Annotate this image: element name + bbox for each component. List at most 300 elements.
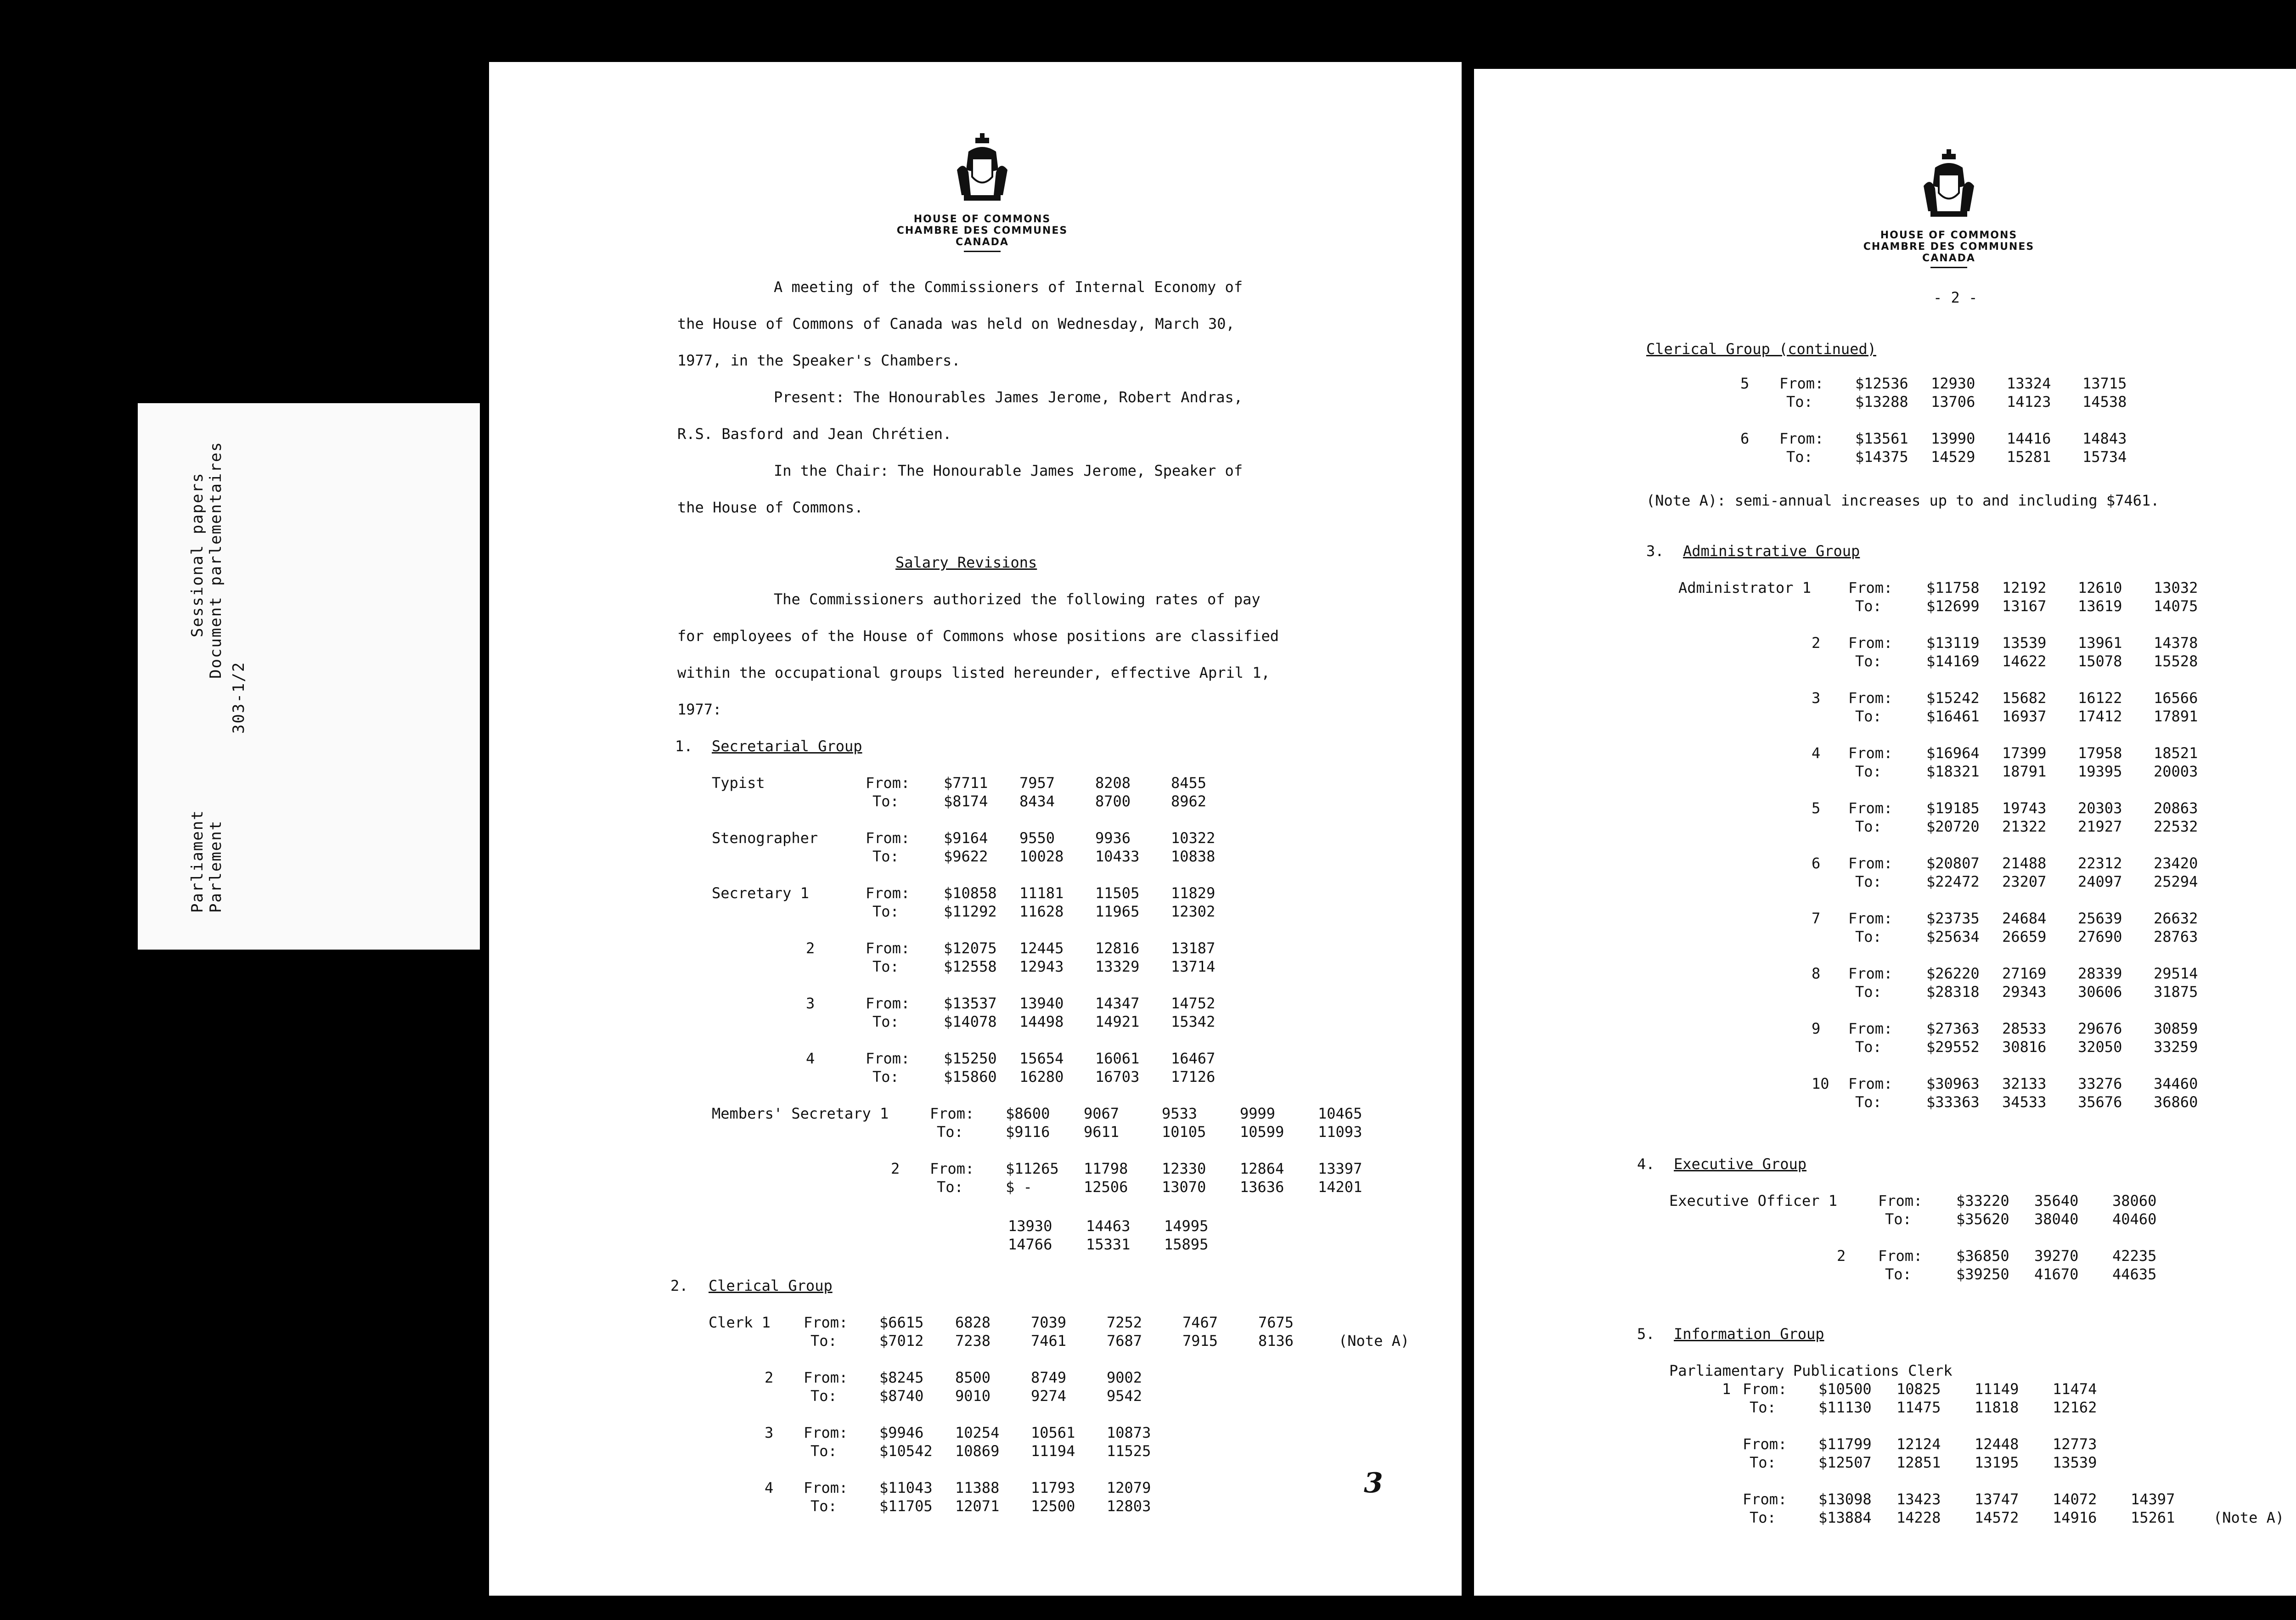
step-number: 2 bbox=[1812, 634, 1821, 652]
to-label: To: bbox=[1786, 393, 1813, 411]
to-value: 13619 bbox=[2078, 597, 2122, 615]
from-value: 15654 bbox=[1019, 1050, 1064, 1067]
to-label: To: bbox=[1855, 1093, 1882, 1111]
from-value: 7467 bbox=[1182, 1314, 1218, 1331]
to-value: 15078 bbox=[2078, 652, 2122, 670]
to-value: $10542 bbox=[879, 1442, 933, 1460]
from-label: From: bbox=[1779, 375, 1824, 392]
from-value: 17399 bbox=[2002, 744, 2047, 762]
from-value: 12330 bbox=[1162, 1160, 1206, 1177]
to-value: 25294 bbox=[2154, 873, 2198, 890]
para-line-2: for employees of the House of Commons whose positions are classified bbox=[677, 627, 1279, 645]
to-label: To: bbox=[1855, 983, 1882, 1001]
card-line-4: Parliament bbox=[188, 810, 207, 913]
to-value: 22532 bbox=[2154, 818, 2198, 835]
to-value: 31875 bbox=[2154, 983, 2198, 1001]
para-line-3: within the occupational groups listed hereunder, effective April 1, bbox=[677, 664, 1270, 681]
from-value: 11798 bbox=[1084, 1160, 1128, 1177]
from-value: 11388 bbox=[955, 1479, 1000, 1496]
from-value: 12192 bbox=[2002, 579, 2047, 596]
to-value: $13288 bbox=[1855, 393, 1908, 411]
section-1-number: 1. bbox=[675, 737, 693, 755]
to-value: 14921 bbox=[1095, 1013, 1140, 1030]
step-number: 2 bbox=[765, 1369, 774, 1386]
to-value: $12507 bbox=[1818, 1454, 1872, 1471]
from-value: 35640 bbox=[2034, 1192, 2079, 1209]
from-value: 14347 bbox=[1095, 995, 1140, 1012]
to-value: $33363 bbox=[1926, 1093, 1980, 1111]
from-label: From: bbox=[866, 829, 910, 847]
from-value: $9164 bbox=[944, 829, 988, 847]
to-value: 14123 bbox=[2007, 393, 2051, 411]
to-value: $8740 bbox=[879, 1387, 924, 1405]
from-label: From: bbox=[1848, 579, 1893, 596]
intro-line-2: the House of Commons of Canada was held on Wednesday, March 30, bbox=[677, 315, 1235, 332]
from-value: 14416 bbox=[2007, 430, 2051, 447]
step-number: 5 bbox=[1812, 799, 1821, 817]
page-3 bbox=[489, 62, 1462, 1596]
step-number: 8 bbox=[1812, 965, 1821, 982]
to-label: To: bbox=[1855, 873, 1882, 890]
intro-line-3: 1977, in the Speaker's Chambers. bbox=[677, 352, 961, 369]
to-label: To: bbox=[1855, 818, 1882, 835]
from-value: $11758 bbox=[1926, 579, 1980, 596]
from-label: From: bbox=[1848, 1075, 1893, 1092]
to-value: 11475 bbox=[1896, 1399, 1941, 1416]
from-value: 8208 bbox=[1095, 774, 1131, 792]
from-value: 13187 bbox=[1171, 939, 1216, 957]
letterhead-fr: CHAMBRE DES COMMUNES bbox=[896, 225, 1068, 236]
to-value: 9274 bbox=[1031, 1387, 1067, 1405]
from-value: 13423 bbox=[1896, 1491, 1941, 1508]
from-value: 33276 bbox=[2078, 1075, 2122, 1092]
to-value: 14572 bbox=[1975, 1509, 2019, 1526]
from-value: $13561 bbox=[1855, 430, 1908, 447]
to-value: 17412 bbox=[2078, 708, 2122, 725]
to-value: 33259 bbox=[2154, 1038, 2198, 1056]
from-label: From: bbox=[1743, 1435, 1787, 1453]
from-value: 14843 bbox=[2082, 430, 2127, 447]
from-value: 34460 bbox=[2154, 1075, 2198, 1092]
clerical-continued-heading: Clerical Group (continued) bbox=[1646, 340, 1876, 358]
from-value: $36850 bbox=[1956, 1247, 2009, 1265]
step-number: 3 bbox=[1812, 689, 1821, 707]
to-value: 15261 bbox=[2131, 1509, 2175, 1526]
page-number: 3 bbox=[1364, 1467, 1383, 1499]
to-value: 12851 bbox=[1896, 1454, 1941, 1471]
from-value: 15682 bbox=[2002, 689, 2047, 707]
step-number: 6 bbox=[1812, 855, 1821, 872]
to-label: To: bbox=[1750, 1509, 1776, 1526]
from-value: $11043 bbox=[879, 1479, 933, 1496]
from-value: 13397 bbox=[1318, 1160, 1362, 1177]
to-value: 12500 bbox=[1031, 1497, 1075, 1515]
to-value: 7461 bbox=[1031, 1332, 1067, 1350]
to-value: 15331 bbox=[1086, 1236, 1131, 1253]
step-number: 9 bbox=[1812, 1020, 1821, 1037]
from-value: 9533 bbox=[1162, 1105, 1198, 1122]
intro-line-6: In the Chair: The Honourable James Jerome, Speaker of bbox=[774, 462, 1243, 479]
from-value: 16566 bbox=[2154, 689, 2198, 707]
from-value: 11149 bbox=[1975, 1380, 2019, 1398]
to-value: 12071 bbox=[955, 1497, 1000, 1515]
classification-label: Clerk 1 bbox=[709, 1314, 771, 1331]
section-2-number: 2. bbox=[670, 1277, 688, 1294]
step-number: 7 bbox=[1812, 910, 1821, 927]
to-value: $20720 bbox=[1926, 818, 1980, 835]
from-value: 8749 bbox=[1031, 1369, 1067, 1386]
to-value: 11093 bbox=[1318, 1123, 1362, 1141]
info-subheading: Parliamentary Publications Clerk bbox=[1669, 1362, 1953, 1379]
to-value: 11628 bbox=[1019, 903, 1064, 920]
from-label: From: bbox=[1848, 1020, 1893, 1037]
from-value: 20863 bbox=[2154, 799, 2198, 817]
card-line-5: Parlement bbox=[207, 820, 225, 913]
to-value: 20003 bbox=[2154, 763, 2198, 780]
to-value: 16937 bbox=[2002, 708, 2047, 725]
to-value: $18321 bbox=[1926, 763, 1980, 780]
to-value: 21322 bbox=[2002, 818, 2047, 835]
from-value: 14463 bbox=[1086, 1217, 1131, 1235]
to-value: 13706 bbox=[1931, 393, 1975, 411]
from-label: From: bbox=[1848, 799, 1893, 817]
from-value: 9067 bbox=[1084, 1105, 1120, 1122]
to-value: $14078 bbox=[944, 1013, 997, 1030]
to-value: $11705 bbox=[879, 1497, 933, 1515]
to-value: 12302 bbox=[1171, 903, 1216, 920]
from-value: $15250 bbox=[944, 1050, 997, 1067]
to-value: 15895 bbox=[1164, 1236, 1209, 1253]
from-value: 39270 bbox=[2034, 1247, 2079, 1265]
note-reference: (Note A) bbox=[2213, 1509, 2285, 1526]
to-value: $11292 bbox=[944, 903, 997, 920]
from-value: 14397 bbox=[2131, 1491, 2175, 1508]
from-value: 23420 bbox=[2154, 855, 2198, 872]
from-value: 8500 bbox=[955, 1369, 991, 1386]
to-label: To: bbox=[1786, 448, 1813, 466]
from-value: 10254 bbox=[955, 1424, 1000, 1441]
to-value: 11818 bbox=[1975, 1399, 2019, 1416]
to-value: 10599 bbox=[1240, 1123, 1284, 1141]
from-value: 26632 bbox=[2154, 910, 2198, 927]
from-value: 20303 bbox=[2078, 799, 2122, 817]
section-2-title: Clerical Group bbox=[709, 1277, 833, 1294]
from-value: $8600 bbox=[1006, 1105, 1050, 1122]
to-value: 18791 bbox=[2002, 763, 2047, 780]
to-value: 15528 bbox=[2154, 652, 2198, 670]
from-value: 6828 bbox=[955, 1314, 991, 1331]
from-value: $23735 bbox=[1926, 910, 1980, 927]
to-value: 12803 bbox=[1107, 1497, 1151, 1515]
from-value: 14752 bbox=[1171, 995, 1216, 1012]
classification-label: Stenographer bbox=[712, 829, 818, 847]
from-label: From: bbox=[804, 1424, 848, 1441]
from-label: From: bbox=[804, 1479, 848, 1496]
from-value: 24684 bbox=[2002, 910, 2047, 927]
from-label: From: bbox=[1848, 634, 1893, 652]
from-value: 11829 bbox=[1171, 884, 1216, 902]
from-value: $9946 bbox=[879, 1424, 924, 1441]
to-value: 27690 bbox=[2078, 928, 2122, 945]
section-4-number: 4. bbox=[1637, 1155, 1655, 1173]
intro-line-4: Present: The Honourables James Jerome, Robert Andras, bbox=[774, 388, 1243, 406]
to-value: 8434 bbox=[1019, 793, 1055, 810]
from-value: 10322 bbox=[1171, 829, 1216, 847]
to-value: 13195 bbox=[1975, 1454, 2019, 1471]
to-value: 21927 bbox=[2078, 818, 2122, 835]
from-value: 12079 bbox=[1107, 1479, 1151, 1496]
to-value: $28318 bbox=[1926, 983, 1980, 1001]
from-value: 19743 bbox=[2002, 799, 2047, 817]
to-value: 14538 bbox=[2082, 393, 2127, 411]
to-value: 30816 bbox=[2002, 1038, 2047, 1056]
step-number: 6 bbox=[1740, 430, 1750, 447]
from-value: 11793 bbox=[1031, 1479, 1075, 1496]
step-number: 3 bbox=[806, 995, 815, 1012]
from-label: From: bbox=[1848, 910, 1893, 927]
to-value: 8136 bbox=[1258, 1332, 1294, 1350]
from-value: 13930 bbox=[1008, 1217, 1052, 1235]
from-value: 14995 bbox=[1164, 1217, 1209, 1235]
from-label: From: bbox=[866, 939, 910, 957]
from-value: 7252 bbox=[1107, 1314, 1142, 1331]
from-value: $12075 bbox=[944, 939, 997, 957]
from-label: From: bbox=[1848, 744, 1893, 762]
to-value: 9010 bbox=[955, 1387, 991, 1405]
from-value: 7675 bbox=[1258, 1314, 1294, 1331]
from-label: From: bbox=[866, 995, 910, 1012]
to-value: 26659 bbox=[2002, 928, 2047, 945]
from-value: 10825 bbox=[1896, 1380, 1941, 1398]
to-label: To: bbox=[937, 1123, 963, 1141]
from-value: $6615 bbox=[879, 1314, 924, 1331]
to-label: To: bbox=[872, 793, 899, 810]
from-value: 11505 bbox=[1095, 884, 1140, 902]
to-value: $15860 bbox=[944, 1068, 997, 1086]
from-value: 10873 bbox=[1107, 1424, 1151, 1441]
from-value: 11474 bbox=[2053, 1380, 2097, 1398]
to-value: 24097 bbox=[2078, 873, 2122, 890]
from-label: From: bbox=[804, 1369, 848, 1386]
intro-line-7: the House of Commons. bbox=[677, 499, 863, 516]
from-value: 12773 bbox=[2053, 1435, 2097, 1453]
to-value: 9611 bbox=[1084, 1123, 1120, 1141]
from-value: 9999 bbox=[1240, 1105, 1276, 1122]
to-value: 8962 bbox=[1171, 793, 1207, 810]
from-value: $20807 bbox=[1926, 855, 1980, 872]
from-value: $12536 bbox=[1855, 375, 1908, 392]
to-value: 9542 bbox=[1107, 1387, 1142, 1405]
to-value: 15342 bbox=[1171, 1013, 1216, 1030]
to-value: 14201 bbox=[1318, 1178, 1362, 1196]
to-value: $12699 bbox=[1926, 597, 1980, 615]
from-value: 13539 bbox=[2002, 634, 2047, 652]
from-value: 32133 bbox=[2002, 1075, 2047, 1092]
to-value: 14498 bbox=[1019, 1013, 1064, 1030]
to-label: To: bbox=[1885, 1210, 1912, 1228]
card-line-2: Document parlementaires bbox=[207, 441, 225, 679]
step-number: 4 bbox=[806, 1050, 815, 1067]
coat-of-arms-icon bbox=[955, 133, 1010, 207]
from-value: 13715 bbox=[2082, 375, 2127, 392]
to-value: $13884 bbox=[1818, 1509, 1872, 1526]
from-value: $11265 bbox=[1006, 1160, 1059, 1177]
to-value: 35676 bbox=[2078, 1093, 2122, 1111]
from-value: 10561 bbox=[1031, 1424, 1075, 1441]
to-value: $ - bbox=[1006, 1178, 1032, 1196]
from-value: 7957 bbox=[1019, 774, 1055, 792]
from-value: 8455 bbox=[1171, 774, 1207, 792]
from-value: 29676 bbox=[2078, 1020, 2122, 1037]
classification-label: Members' Secretary 1 bbox=[712, 1105, 889, 1122]
letterhead-en: HOUSE OF COMMONS bbox=[1880, 230, 2018, 241]
salary-revisions-heading: Salary Revisions bbox=[895, 554, 1037, 571]
to-label: To: bbox=[872, 958, 899, 975]
from-value: $7711 bbox=[944, 774, 988, 792]
to-value: 36860 bbox=[2154, 1093, 2198, 1111]
from-value: 13032 bbox=[2154, 579, 2198, 596]
to-value: $14169 bbox=[1926, 652, 1980, 670]
from-value: $33220 bbox=[1956, 1192, 2009, 1209]
to-label: To: bbox=[1855, 597, 1882, 615]
from-value: 22312 bbox=[2078, 855, 2122, 872]
from-value: 21488 bbox=[2002, 855, 2047, 872]
to-value: 7915 bbox=[1182, 1332, 1218, 1350]
from-value: 12610 bbox=[2078, 579, 2122, 596]
to-value: 19395 bbox=[2078, 763, 2122, 780]
from-value: 9936 bbox=[1095, 829, 1131, 847]
to-value: 34533 bbox=[2002, 1093, 2047, 1111]
from-value: 14072 bbox=[2053, 1491, 2097, 1508]
classification-label: Executive Officer 1 bbox=[1669, 1192, 1838, 1209]
to-value: $35620 bbox=[1956, 1210, 2009, 1228]
from-value: 27169 bbox=[2002, 965, 2047, 982]
from-value: 12445 bbox=[1019, 939, 1064, 957]
to-label: To: bbox=[1855, 763, 1882, 780]
from-value: $13098 bbox=[1818, 1491, 1872, 1508]
page-4 bbox=[1474, 69, 2296, 1596]
to-value: 14622 bbox=[2002, 652, 2047, 670]
from-value: $10858 bbox=[944, 884, 997, 902]
to-value: 13329 bbox=[1095, 958, 1140, 975]
letterhead-country: CANADA bbox=[956, 236, 1009, 248]
letterhead-country: CANADA bbox=[1922, 253, 1975, 264]
from-label: From: bbox=[1743, 1491, 1787, 1508]
section-5-number: 5. bbox=[1637, 1325, 1655, 1343]
from-label: From: bbox=[866, 774, 910, 792]
to-label: To: bbox=[1750, 1454, 1776, 1471]
to-value: $8174 bbox=[944, 793, 988, 810]
to-value: 15281 bbox=[2007, 448, 2051, 466]
to-value: 14529 bbox=[1931, 448, 1975, 466]
to-value: $39250 bbox=[1956, 1266, 2009, 1283]
para-line-1: The Commissioners authorized the following rates of pay bbox=[774, 591, 1261, 608]
from-value: 13940 bbox=[1019, 995, 1064, 1012]
from-label: From: bbox=[866, 884, 910, 902]
to-value: 7687 bbox=[1107, 1332, 1142, 1350]
page-marker: - 2 - bbox=[1933, 289, 1978, 306]
from-value: 18521 bbox=[2154, 744, 2198, 762]
from-value: 28533 bbox=[2002, 1020, 2047, 1037]
from-value: 16122 bbox=[2078, 689, 2122, 707]
from-label: From: bbox=[1878, 1192, 1923, 1209]
step-number: 4 bbox=[765, 1479, 774, 1496]
to-label: To: bbox=[1855, 928, 1882, 945]
to-value: 13167 bbox=[2002, 597, 2047, 615]
from-value: 25639 bbox=[2078, 910, 2122, 927]
from-label: From: bbox=[1848, 965, 1893, 982]
letterhead-en: HOUSE OF COMMONS bbox=[913, 214, 1051, 225]
letterhead bbox=[867, 214, 1097, 252]
to-value: $9116 bbox=[1006, 1123, 1050, 1141]
from-value: $16964 bbox=[1926, 744, 1980, 762]
to-value: 10869 bbox=[955, 1442, 1000, 1460]
from-label: From: bbox=[1848, 689, 1893, 707]
from-value: 17958 bbox=[2078, 744, 2122, 762]
from-value: 12930 bbox=[1931, 375, 1975, 392]
section-3-number: 3. bbox=[1646, 542, 1664, 560]
to-value: 16703 bbox=[1095, 1068, 1140, 1086]
from-value: 12816 bbox=[1095, 939, 1140, 957]
from-value: 13747 bbox=[1975, 1491, 2019, 1508]
from-value: $30963 bbox=[1926, 1075, 1980, 1092]
intro-line-5: R.S. Basford and Jean Chrétien. bbox=[677, 425, 952, 443]
step-number: 2 bbox=[891, 1160, 900, 1177]
to-value: 14228 bbox=[1896, 1509, 1941, 1526]
from-label: From: bbox=[1743, 1380, 1787, 1398]
to-label: To: bbox=[872, 848, 899, 865]
to-value: 44635 bbox=[2112, 1266, 2157, 1283]
to-label: To: bbox=[872, 903, 899, 920]
to-value: 11525 bbox=[1107, 1442, 1151, 1460]
from-value: $11799 bbox=[1818, 1435, 1872, 1453]
from-value: 14378 bbox=[2154, 634, 2198, 652]
classification-label: Administrator 1 bbox=[1678, 579, 1811, 596]
from-value: 7039 bbox=[1031, 1314, 1067, 1331]
to-value: $22472 bbox=[1926, 873, 1980, 890]
from-value: $13119 bbox=[1926, 634, 1980, 652]
to-label: To: bbox=[810, 1497, 837, 1515]
to-value: 13539 bbox=[2053, 1454, 2097, 1471]
from-value: 29514 bbox=[2154, 965, 2198, 982]
to-value: $7012 bbox=[879, 1332, 924, 1350]
from-label: From: bbox=[866, 1050, 910, 1067]
to-value: 41670 bbox=[2034, 1266, 2079, 1283]
to-value: 11965 bbox=[1095, 903, 1140, 920]
section-5-title: Information Group bbox=[1674, 1325, 1824, 1343]
from-value: 11181 bbox=[1019, 884, 1064, 902]
from-value: $19185 bbox=[1926, 799, 1980, 817]
to-value: $16461 bbox=[1926, 708, 1980, 725]
to-value: 12943 bbox=[1019, 958, 1064, 975]
to-label: To: bbox=[1885, 1266, 1912, 1283]
from-value: 13324 bbox=[2007, 375, 2051, 392]
to-value: 13714 bbox=[1171, 958, 1216, 975]
to-label: To: bbox=[872, 1068, 899, 1086]
section-1-title: Secretarial Group bbox=[712, 737, 862, 755]
from-value: 28339 bbox=[2078, 965, 2122, 982]
note-a: (Note A): semi-annual increases up to and including $7461. bbox=[1646, 492, 2160, 509]
to-value: 10433 bbox=[1095, 848, 1140, 865]
to-value: 38040 bbox=[2034, 1210, 2079, 1228]
to-value: 10838 bbox=[1171, 848, 1216, 865]
to-value: $11130 bbox=[1818, 1399, 1872, 1416]
from-value: $26220 bbox=[1926, 965, 1980, 982]
from-value: $27363 bbox=[1926, 1020, 1980, 1037]
from-value: 42235 bbox=[2112, 1247, 2157, 1265]
section-4-title: Executive Group bbox=[1674, 1155, 1806, 1173]
to-value: 40460 bbox=[2112, 1210, 2157, 1228]
